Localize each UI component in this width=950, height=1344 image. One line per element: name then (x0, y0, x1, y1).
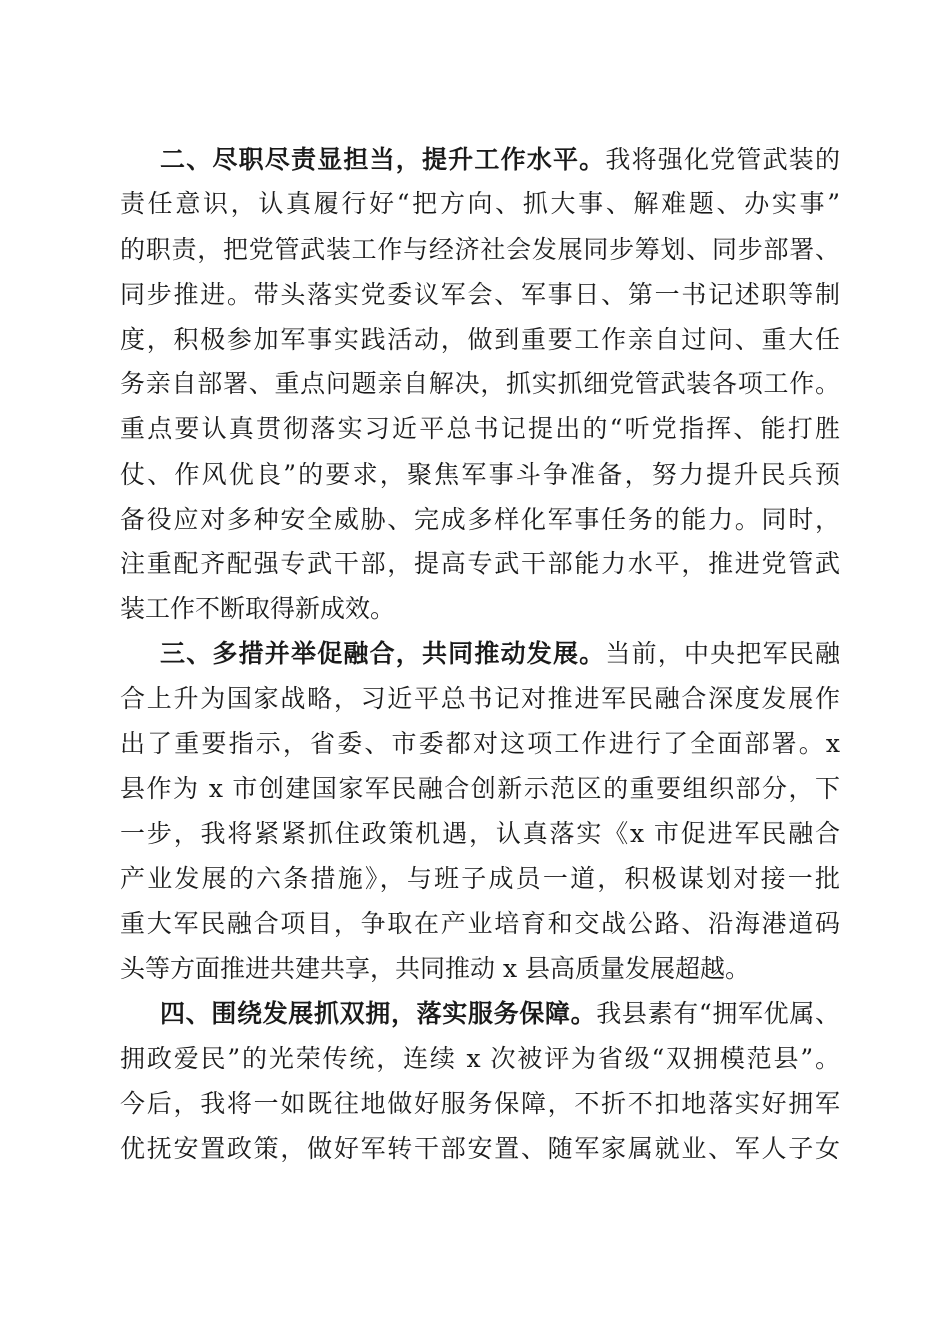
paragraph-line: 出了重要指示，省委、市委都对这项工作进行了全面部署。x (120, 729, 840, 758)
paragraph-line (160, 632, 840, 676)
paragraph-text: 我县素有“拥军优属、 (596, 999, 840, 1028)
paragraph-line: 头等方面推进共建共享，共同推动 x 县高质量发展超越。 (120, 954, 750, 983)
paragraph-line: 责任意识，认真履行好“把方向、抓大事、解难题、办实事” (120, 189, 840, 218)
paragraph-line: 重大军民融合项目，争取在产业培育和交战公路、沿海港道码 (120, 909, 840, 938)
section-heading: 二、尽职尽责显担当，提升工作水平。 (160, 145, 606, 174)
paragraph-line: 产业发展的六条措施》，与班子成员一道，积极谋划对接一批 (120, 864, 840, 893)
paragraph-line: 度，积极参加军事实践活动，做到重要工作亲自过问、重大任 (120, 325, 840, 354)
paragraph-line: 注重配齐配强专武干部，提高专武干部能力水平，推进党管武 (120, 549, 840, 578)
paragraph-line: 县作为 x 市创建国家军民融合创新示范区的重要组织部分，下 (120, 774, 840, 803)
paragraph-line: 同步推进。带头落实党委议军会、军事日、第一书记述职等制 (120, 280, 840, 309)
paragraph-line (160, 992, 840, 1036)
paragraph-line: 备役应对多种安全威胁、完成多样化军事任务的能力。同时， (120, 505, 840, 534)
paragraph-text: 当前，中央把军民融 (605, 639, 840, 668)
paragraph-line: 拥政爱民”的光荣传统，连续 x 次被评为省级“双拥模范县”。 (120, 1044, 840, 1073)
paragraph-line: 务亲自部署、重点问题亲自解决，抓实抓细党管武装各项工作。 (120, 369, 840, 398)
section-heading: 四、围绕发展抓双拥，落实服务保障。 (160, 999, 597, 1028)
paragraph-line: 一步，我将紧紧抓住政策机遇，认真落实《x 市促进军民融合 (120, 819, 840, 848)
paragraph-line: 今后，我将一如既往地做好服务保障，不折不扣地落实好拥军 (120, 1089, 840, 1118)
section-heading: 三、多措并举促融合，共同推动发展。 (160, 639, 606, 668)
paragraph-line: 仗、作风优良”的要求，聚焦军事斗争准备，努力提升民兵预 (120, 460, 840, 489)
paragraph-line: 装工作不断取得新成效。 (120, 594, 396, 623)
paragraph-line (160, 138, 840, 182)
paragraph-line: 优抚安置政策，做好军转干部安置、随军家属就业、军人子女 (120, 1134, 840, 1163)
paragraph-line: 合上升为国家战略，习近平总书记对推进军民融合深度发展作 (120, 684, 840, 713)
paragraph-line: 重点要认真贯彻落实习近平总书记提出的“听党指挥、能打胜 (120, 414, 840, 443)
paragraph-text: 我将强化党管武装的 (605, 145, 840, 174)
paragraph-line: 的职责，把党管武装工作与经济社会发展同步筹划、同步部署、 (120, 235, 840, 264)
